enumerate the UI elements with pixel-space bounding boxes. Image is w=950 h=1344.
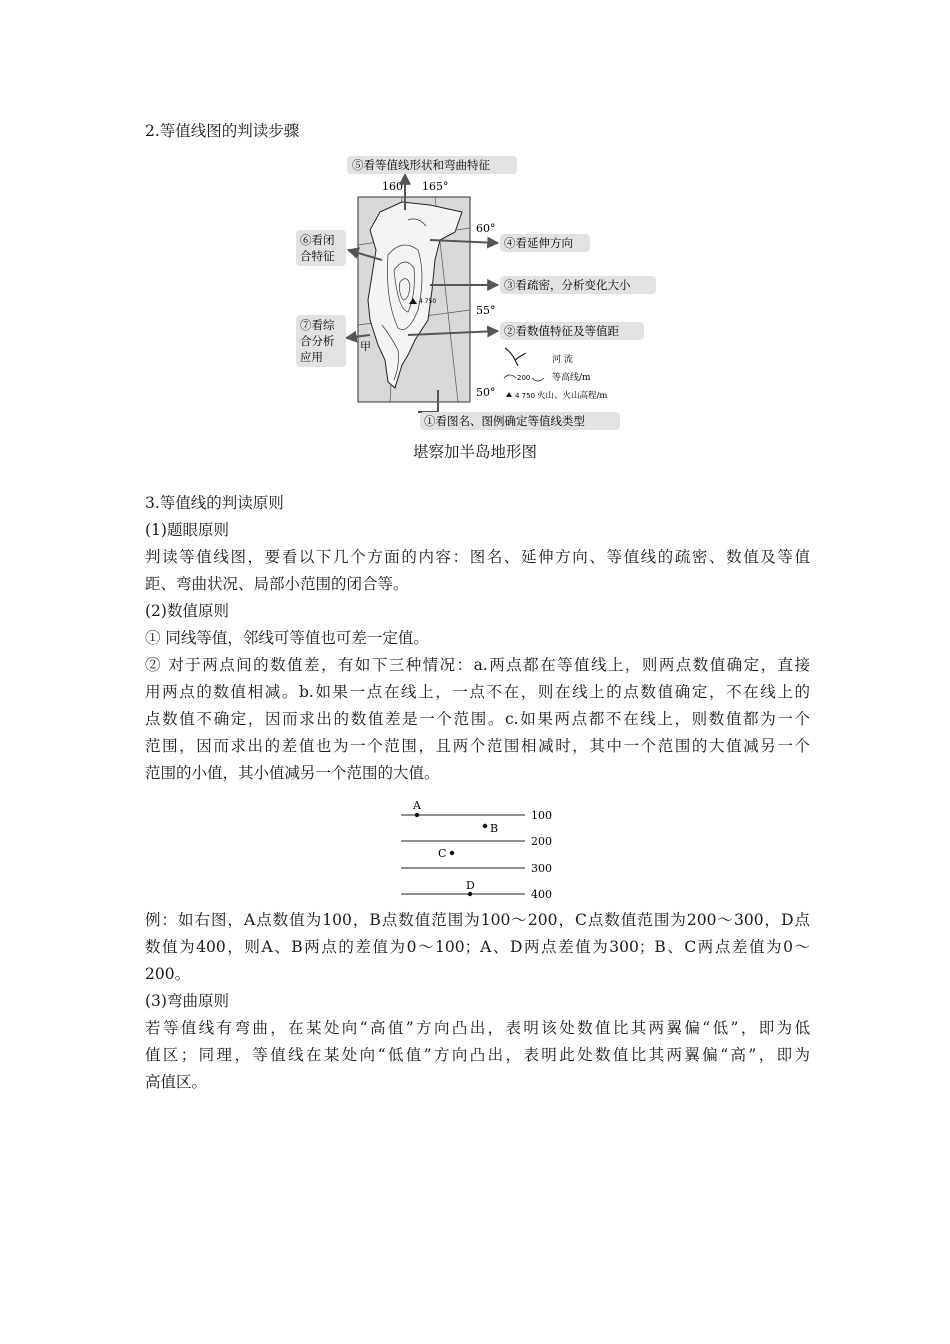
legend-contour: 等高线/m bbox=[552, 373, 591, 383]
subheading-1: (1)题眼原则 bbox=[145, 521, 229, 539]
legend-contour-value: 200 bbox=[517, 374, 531, 382]
lat-60-label: 60° bbox=[476, 222, 496, 235]
legend-river: 河 流 bbox=[552, 355, 573, 365]
step6-label-line2: 合特征 bbox=[300, 249, 335, 263]
contour-value-200: 200 bbox=[531, 835, 552, 848]
contour-value-100: 100 bbox=[531, 809, 552, 822]
contour-legend-icon-right bbox=[532, 378, 544, 381]
example-line-3: 200。 bbox=[145, 965, 191, 983]
paragraph-4-line-3: 高值区。 bbox=[145, 1073, 208, 1091]
lon-165-label: 165° bbox=[422, 180, 449, 193]
step1-label: ①看图名、图例确定等值线类型 bbox=[424, 414, 585, 428]
paragraph-4-line-1: 若等值线有弯曲，在某处向“高值”方向凸出，表明该处数值比其两翼偏“低”，即为低 bbox=[145, 1019, 810, 1037]
section-3-body bbox=[145, 490, 810, 787]
legend-volcano-value: 4 750 bbox=[515, 392, 536, 400]
paragraph-3-line-2: 用两点的数值相减。b.如果一点在线上，一点不在，则在线上的点数值确定，不在线上的 bbox=[145, 683, 810, 701]
example-contour-figure bbox=[395, 795, 570, 905]
diagram-caption: 堪察加半岛地形图 bbox=[412, 443, 537, 461]
paragraph-2-line-1: ① 同线等值，邻线可等值也可差一定值。 bbox=[145, 629, 429, 647]
section-2-heading: 2.等值线图的判读步骤 bbox=[145, 122, 300, 140]
paragraph-1-line-1: 判读等值线图，要看以下几个方面的内容：图名、延伸方向、等值线的疏密、数值及等值 bbox=[145, 548, 810, 566]
river-legend-icon bbox=[505, 348, 526, 366]
point-a-dot bbox=[415, 813, 419, 817]
place-label: 甲 bbox=[360, 340, 371, 353]
lat-50-label: 50° bbox=[476, 386, 496, 399]
paragraph-3-line-4: 范围，因而求出的差值也为一个范围，且两个范围相减时，其中一个范围的大值减另一个 bbox=[145, 737, 810, 755]
contour-value-300: 300 bbox=[531, 862, 552, 875]
kamchatka-contour-diagram bbox=[290, 150, 670, 435]
step7-label-line3: 应用 bbox=[300, 350, 323, 364]
step4-label: ④看延伸方向 bbox=[504, 236, 573, 250]
step6-label-line1: ⑥看闭 bbox=[300, 233, 335, 247]
point-c-dot bbox=[450, 851, 454, 855]
step5-label: ⑤看等值线形状和弯曲特征 bbox=[352, 158, 490, 172]
section-3-heading: 3.等值线的判读原则 bbox=[145, 494, 284, 512]
paragraph-1-line-2: 距、弯曲状况、局部小范围的闭合等。 bbox=[145, 575, 409, 593]
point-c-label: C bbox=[438, 847, 447, 860]
contour-value-400: 400 bbox=[531, 888, 552, 901]
paragraph-3-line-5: 范围的小值，其小值减另一个范围的大值。 bbox=[145, 764, 440, 782]
volcano-legend-icon bbox=[506, 392, 512, 397]
subheading-2: (2)数值原则 bbox=[145, 602, 229, 620]
paragraph-3-line-3: 点数值不确定，因而求出的数值差是一个范围。c.如果两点都不在线上，则数值都为一个 bbox=[145, 710, 810, 728]
paragraph-3-line-1: ② 对于两点间的数值差，有如下三种情况：a.两点都在等值线上，则两点数值确定，直接 bbox=[145, 656, 810, 674]
step7-label-line2: 合分析 bbox=[300, 334, 335, 348]
step2-label: ②看数值特征及等值距 bbox=[504, 324, 619, 338]
point-d-label: D bbox=[466, 879, 475, 892]
example-line-1: 例：如右图，A点数值为100，B点数值范围为100～200，C点数值范围为200～300，D点 bbox=[145, 911, 810, 929]
peak-label: 4 750 bbox=[419, 298, 437, 305]
point-a-label: A bbox=[413, 799, 421, 812]
legend-volcano: 火山、火山高程/m bbox=[537, 391, 608, 401]
point-b-label: B bbox=[490, 822, 499, 835]
contour-legend-icon bbox=[504, 375, 516, 378]
example-line-2: 数值为400，则A、B两点的差值为0～100；A、D两点差值为300；B、C两点差值为0～ bbox=[145, 938, 810, 956]
step7-label-line1: ⑦看综 bbox=[300, 318, 335, 332]
point-b-dot bbox=[483, 824, 487, 828]
point-d-dot bbox=[468, 892, 472, 896]
section-3-body-continued bbox=[145, 907, 810, 1096]
subheading-3: (3)弯曲原则 bbox=[145, 992, 229, 1010]
paragraph-4-line-2: 值区；同理，等值线在某处向“低值”方向凸出，表明此处数值比其两翼偏“高”，即为 bbox=[145, 1046, 810, 1064]
lat-55-label: 55° bbox=[476, 304, 496, 317]
step3-label: ③看疏密，分析变化大小 bbox=[504, 278, 631, 292]
lon-160-label: 160° bbox=[382, 180, 409, 193]
